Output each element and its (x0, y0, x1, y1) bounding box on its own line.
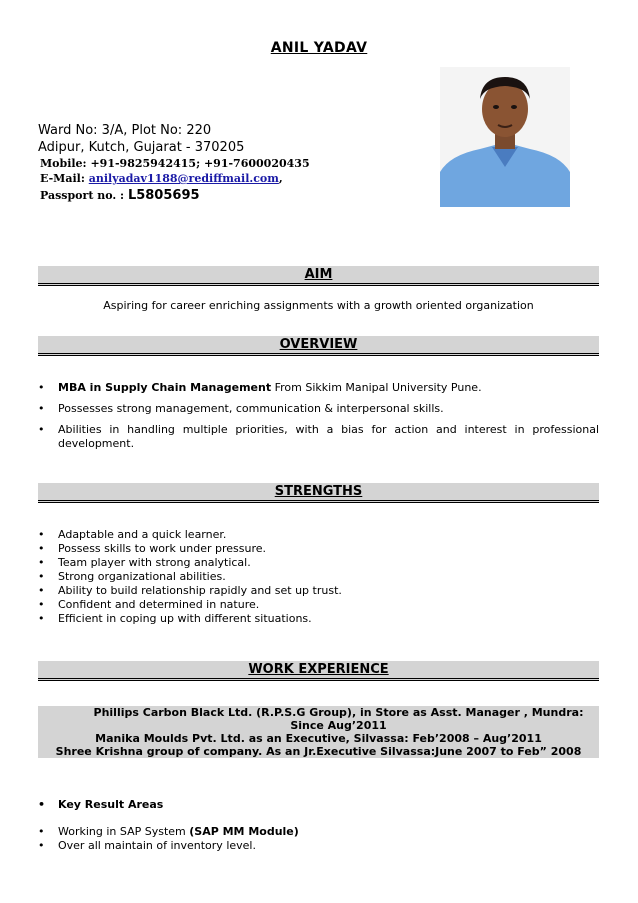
kra-item-1-bold: (SAP MM Module) (189, 825, 299, 838)
list-item: • Team player with strong analytical. (38, 556, 599, 570)
strengths-title: STRENGTHS (274, 484, 363, 499)
list-item: • Ability to build relationship rapidly and set up trust. (38, 584, 599, 598)
passport-label: Passport no. : (40, 189, 125, 202)
list-item (38, 825, 599, 839)
passport-row (40, 188, 200, 203)
list-item (38, 381, 599, 395)
overview-list (38, 381, 599, 451)
strengths-heading (38, 483, 599, 503)
work-history-box (38, 706, 599, 758)
overview-item-1-rest: From Sikkim Manipal University Pune. (271, 381, 482, 394)
aim-heading (38, 266, 599, 286)
job-line-2: Manika Moulds Pvt. Ltd. as an Executive, Silvassa: Feb’2008 – Aug’2011 (95, 732, 542, 745)
list-item: • Possesses strong management, communication & interpersonal skills. (38, 402, 599, 416)
email-link[interactable]: anilyadav1188@rediffmail.com (88, 172, 279, 185)
list-item: • Adaptable and a quick learner. (38, 528, 599, 542)
work-experience-heading (38, 661, 599, 681)
job-line-1: Phillips Carbon Black Ltd. (R.P.S.G Group), in Store as Asst. Manager , Mundra: Since Aug’2011 (93, 706, 584, 732)
passport-number: L5805695 (127, 188, 200, 203)
aim-title: AIM (304, 267, 333, 282)
profile-photo (440, 67, 570, 207)
person-photo-icon (440, 67, 570, 207)
kra-title: • Key Result Areas (38, 798, 599, 812)
kra-list (38, 825, 599, 853)
address-line-1: Ward No: 3/A, Plot No: 220 (38, 123, 212, 138)
list-item: • Confident and determined in nature. (38, 598, 599, 612)
overview-item-1-bold: MBA in Supply Chain Management (58, 381, 272, 394)
kra-item-1-text: Working in SAP System (58, 825, 190, 838)
aim-text: Aspiring for career enriching assignments with a growth oriented organization (103, 299, 534, 312)
list-item: • Over all maintain of inventory level. (38, 839, 599, 853)
email-row (40, 172, 283, 185)
job-line-3: Shree Krishna group of company. As an Jr.Executive Silvassa:June 2007 to Feb” 2008 (55, 745, 582, 758)
overview-heading (38, 336, 599, 356)
overview-title: OVERVIEW (279, 337, 358, 352)
kra-title-list (38, 798, 599, 812)
candidate-name: ANIL YADAV (270, 40, 368, 56)
address-line-2: Adipur, Kutch, Gujarat - 370205 (38, 140, 245, 155)
strengths-list (38, 528, 599, 626)
email-label: E-Mail: (40, 172, 85, 185)
list-item: • Strong organizational abilities. (38, 570, 599, 584)
list-item: • Possess skills to work under pressure. (38, 542, 599, 556)
email-suffix: , (278, 172, 283, 185)
work-experience-title: WORK EXPERIENCE (248, 662, 389, 677)
list-item: • Abilities in handling multiple priorities, with a bias for action and interest in professional development. (38, 423, 599, 451)
list-item: • Efficient in coping up with different situations. (38, 612, 599, 626)
mobile-numbers: Mobile: +91-9825942415; +91-7600020435 (40, 157, 310, 170)
